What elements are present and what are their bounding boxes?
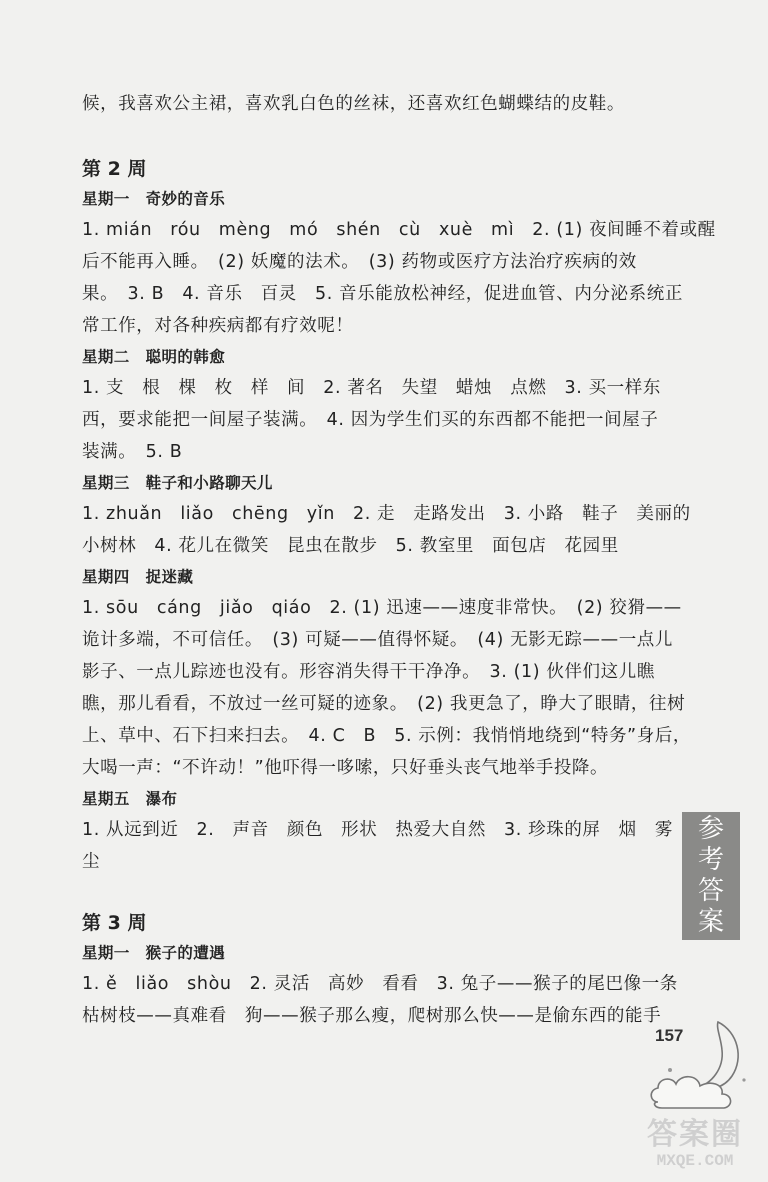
week2-tuesday-heading: 星期二 聪明的韩愈 xyxy=(82,348,226,366)
answer-line: 1. mián róu mèng mó shén cù xuè mì 2. (1) 夜间睡不着或醒 xyxy=(82,220,716,240)
week2-wednesday-heading: 星期三 鞋子和小路聊天儿 xyxy=(82,474,273,492)
answer-line: 尘 xyxy=(82,852,101,872)
intro-text-line: 候，我喜欢公主裙，喜欢乳白色的丝袜，还喜欢红色蝴蝶结的皮鞋。 xyxy=(82,94,625,114)
answer-line: 诡计多端，不可信任。 (3) 可疑——值得怀疑。 (4) 无影无踪——一点儿 xyxy=(82,630,674,650)
tab-char: 考 xyxy=(697,845,724,875)
answer-line: 1. 支 根 棵 枚 样 间 2. 著名 失望 蜡烛 点燃 3. 买一样东 xyxy=(82,378,661,398)
answer-line: 1. zhuǎn liǎo chēng yǐn 2. 走 走路发出 3. 小路 鞋子 美丽的 xyxy=(82,504,691,524)
answer-line: 影子、一点儿踪迹也没有。形容消失得干干净净。 3. (1) 伙伴们这儿瞧 xyxy=(82,662,655,682)
answer-line: 西，要求能把一间屋子装满。 4. 因为学生们买的东西都不能把一间屋子 xyxy=(82,410,659,430)
week3-monday-heading: 星期一 猴子的遭遇 xyxy=(82,944,226,962)
answer-line: 上、草中、石下扫来扫去。 4. C B 5. 示例：我悄悄地绕到“特务”身后， xyxy=(82,726,692,746)
answer-line: 果。 3. B 4. 音乐 百灵 5. 音乐能放松神经，促进血管、内分泌系统正 xyxy=(82,284,683,304)
watermark-text: 答案圈 xyxy=(647,1117,743,1152)
watermark xyxy=(630,1118,760,1178)
answer-line: 1. ě liǎo shòu 2. 灵活 高妙 看看 3. 兔子——猴子的尾巴像一条 xyxy=(82,974,678,994)
answer-line: 常工作，对各种疾病都有疗效呢！ xyxy=(82,316,354,336)
answer-line: 1. 从远到近 2. 声音 颜色 形状 热爱大自然 3. 珍珠的屏 烟 雾 xyxy=(82,820,673,840)
answer-content xyxy=(82,88,716,1032)
page-number: 157 xyxy=(655,1026,684,1045)
answer-line: 瞧，那儿看看，不放过一丝可疑的迹象。 (2) 我更急了，睁大了眼睛，往树 xyxy=(82,694,686,714)
week2-thursday-heading: 星期四 捉迷藏 xyxy=(82,568,194,586)
answer-line: 枯树枝——真难看 狗——猴子那么瘦，爬树那么快——是偷东西的能手 xyxy=(82,1006,662,1026)
answer-line: 小树林 4. 花儿在微笑 昆虫在散步 5. 教室里 面包店 花园里 xyxy=(82,536,619,556)
answer-line: 1. sōu cáng jiǎo qiáo 2. (1) 迅速——速度非常快。 (2) 狡猾—— xyxy=(82,598,682,618)
answer-line: 大喝一声：“不许动！”他吓得一哆嗦，只好垂头丧气地举手投降。 xyxy=(82,758,609,778)
tab-char: 参 xyxy=(697,814,724,844)
tab-char: 答 xyxy=(697,876,724,906)
watermark-url: MXQE.COM xyxy=(656,1152,734,1170)
week-3-heading: 第 3 周 xyxy=(82,912,147,934)
reference-answers-tab xyxy=(682,812,740,940)
week2-friday-heading: 星期五 瀑布 xyxy=(82,790,178,808)
week-2-heading: 第 2 周 xyxy=(82,158,147,180)
week2-monday-heading: 星期一 奇妙的音乐 xyxy=(82,190,226,208)
answer-line: 后不能再入睡。 (2) 妖魔的法术。 (3) 药物或医疗方法治疗疾病的效 xyxy=(82,252,637,272)
tab-char: 案 xyxy=(697,907,724,937)
answer-line: 装满。 5. B xyxy=(82,442,183,462)
